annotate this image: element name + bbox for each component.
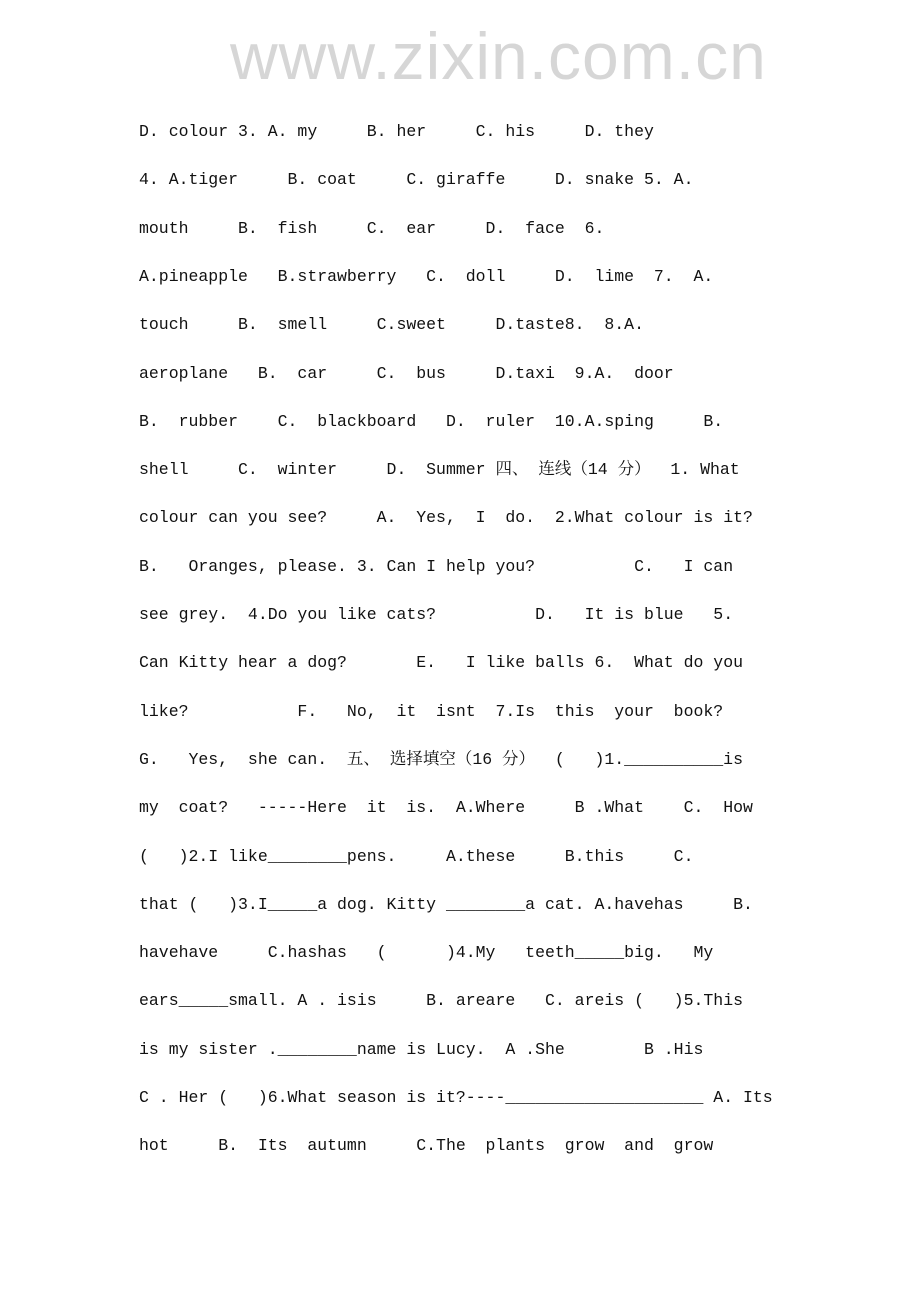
text-line: colour can you see? A. Yes, I do. 2.What colour is it? [139,508,753,528]
text-line: like? F. No, it isnt 7.Is this your book? [139,701,724,721]
text-line: havehave C.hashas ( )4.My teeth_____big. My [139,943,714,963]
text-line: see grey. 4.Do you like cats? D. It is blue 5. [139,605,734,624]
text-line: my coat? -----Here it is. A.Where B .What C. How [139,798,753,818]
text-line: is my sister .________name is Lucy. A .She B .His [139,1039,704,1059]
text-line: A.pineapple B.strawberry C. doll D. lime 7. A. [139,266,714,286]
text-line: ears_____small. A . isis B. areare C. areis ( )5.This [139,991,743,1011]
text-line: aeroplane B. car C. bus D.taxi 9.A. door [139,363,674,383]
text-line: mouth B. fish C. ear D. face 6. [139,218,605,238]
text-line: touch B. smell C.sweet D.taste8. 8.A. [139,315,644,335]
text-line: Can Kitty hear a dog? E. I like balls 6. What do you [139,653,743,673]
text-line: shell C. winter D. Summer 四、 连线（14 分） 1. What [139,460,740,480]
text-line: B. Oranges, please. 3. Can I help you? C. I can [139,556,734,576]
text-line: D. colour 3. A. my B. her C. his D. they [139,122,654,141]
text-line: G. Yes, she can. 五、 选择填空（16 分） ( )1.__________is [139,749,743,769]
text-line: 4. A.tiger B. coat C. giraffe D. snake 5. A. [139,170,694,190]
text-line: hot B. Its autumn C.The plants grow and grow [139,1136,714,1156]
text-line: ( )2.I like________pens. A.these B.this C. [139,846,694,866]
watermark: www.zixin.com.cn [230,19,767,93]
text-line: that ( )3.I_____a dog. Kitty ________a cat. A.havehas B. [139,894,753,914]
text-line: C . Her ( )6.What season is it?----____________________ A. Its [139,1088,773,1107]
text-line: B. rubber C. blackboard D. ruler 10.A.sping B. [139,411,724,431]
